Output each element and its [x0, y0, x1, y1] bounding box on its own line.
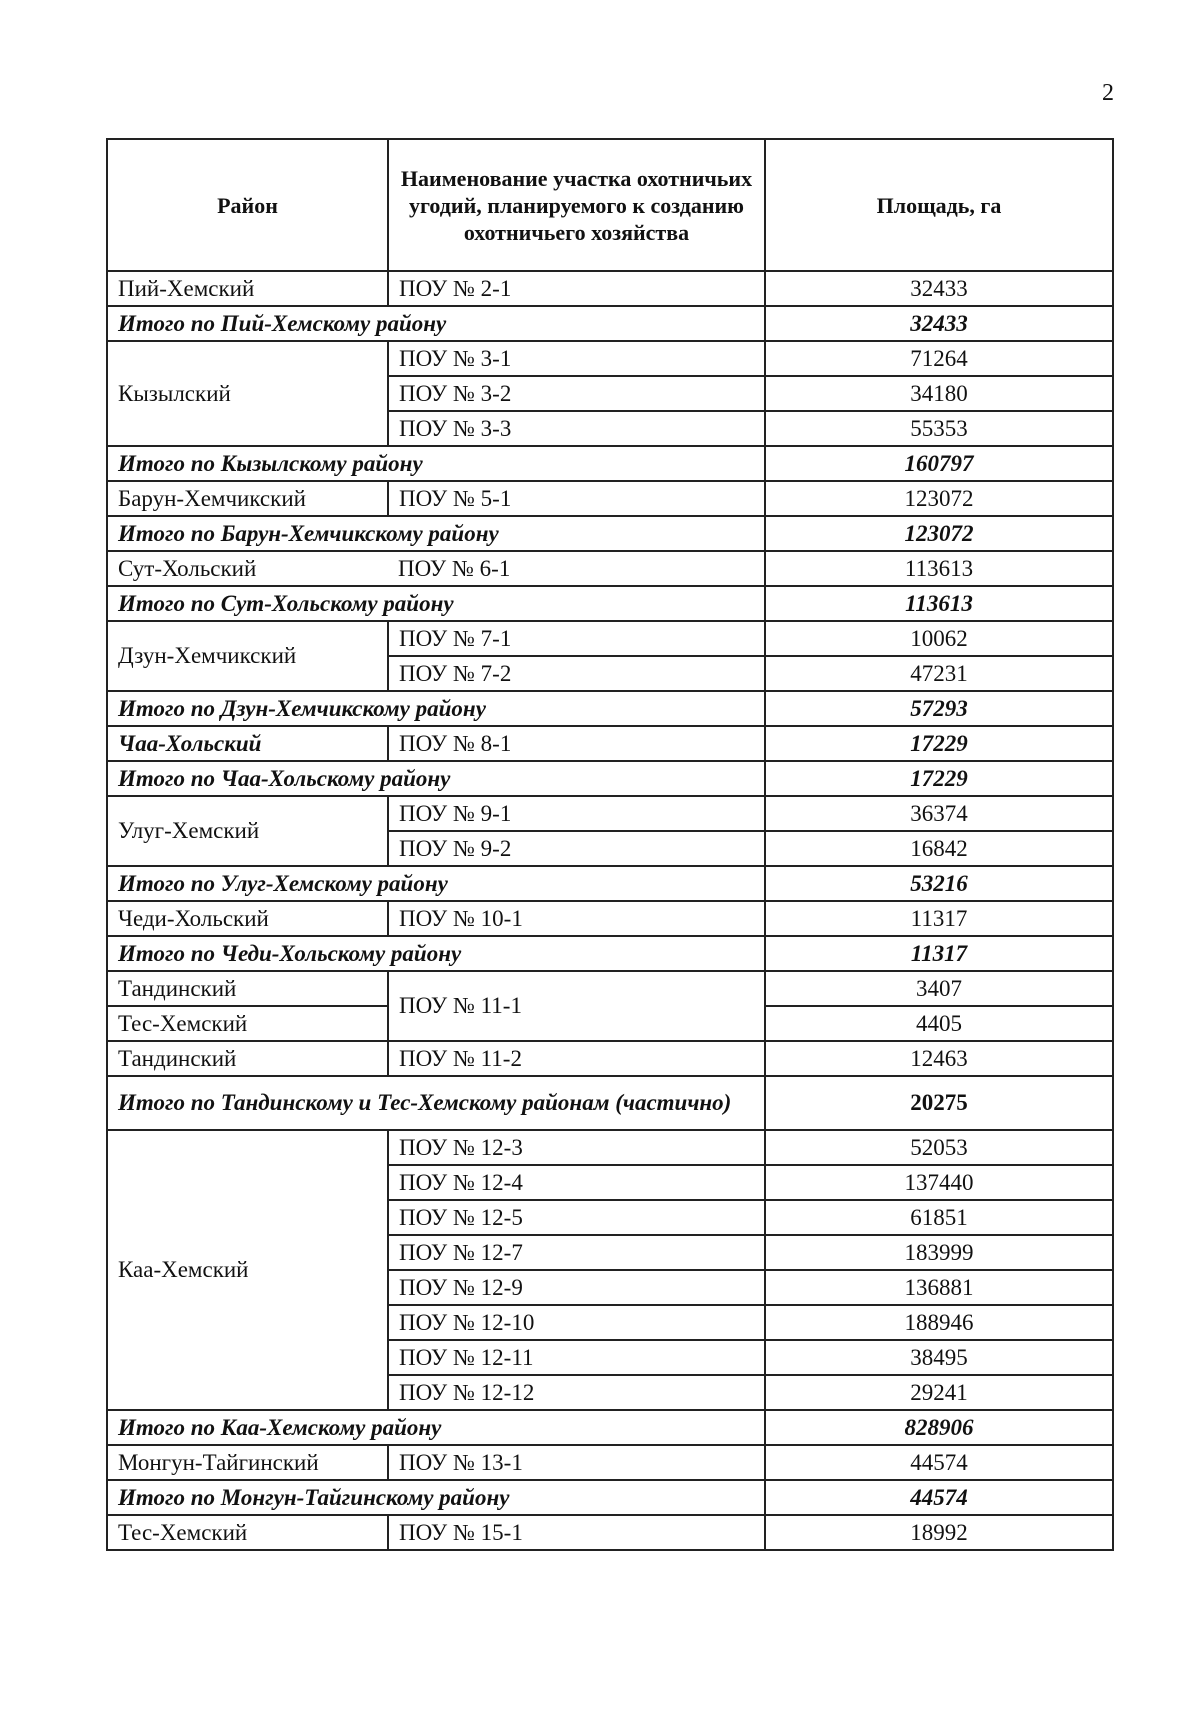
area-cell: 136881 — [765, 1270, 1113, 1305]
district-cell: Монгун-Тайгинский — [107, 1445, 388, 1480]
plot-cell: ПОУ № 13-1 — [388, 1445, 765, 1480]
total-row — [107, 936, 1113, 971]
plot-cell: ПОУ № 12-5 — [388, 1200, 765, 1235]
plot-cell: ПОУ № 15-1 — [388, 1515, 765, 1550]
plot-cell: ПОУ № 3-3 — [388, 411, 765, 446]
plot-cell: ПОУ № 12-3 — [388, 1130, 765, 1165]
table-row — [107, 621, 1113, 656]
total-label: Итого по Монгун-Тайгинскому району — [107, 1480, 765, 1515]
total-row — [107, 306, 1113, 341]
total-row — [107, 446, 1113, 481]
table-row — [107, 1445, 1113, 1480]
area-cell: 44574 — [765, 1445, 1113, 1480]
plot-cell: ПОУ № 12-11 — [388, 1340, 765, 1375]
plot-cell: ПОУ № 7-1 — [388, 621, 765, 656]
plot-cell: ПОУ № 2-1 — [388, 271, 765, 306]
total-area: 32433 — [765, 306, 1113, 341]
plot-cell: ПОУ № 7-2 — [388, 656, 765, 691]
total-label: Итого по Дзун-Хемчикскому району — [107, 691, 765, 726]
area-cell: 10062 — [765, 621, 1113, 656]
district-cell: Улуг-Хемский — [107, 796, 388, 866]
area-cell: 3407 — [765, 971, 1113, 1006]
table-row — [107, 971, 1113, 1006]
plot-cell: ПОУ № 12-9 — [388, 1270, 765, 1305]
area-cell: 29241 — [765, 1375, 1113, 1410]
plot-cell: ПОУ № 9-1 — [388, 796, 765, 831]
table-header-row — [107, 139, 1113, 271]
area-cell: 52053 — [765, 1130, 1113, 1165]
area-cell: 36374 — [765, 796, 1113, 831]
area-cell: 61851 — [765, 1200, 1113, 1235]
district-cell: Чаа-Хольский — [107, 726, 388, 761]
total-area: 57293 — [765, 691, 1113, 726]
area-cell: 113613 — [765, 551, 1113, 586]
total-row — [107, 516, 1113, 551]
total-area: 17229 — [765, 761, 1113, 796]
district-cell: Тес-Хемский — [107, 1515, 388, 1550]
total-label: Итого по Чеди-Хольскому району — [107, 936, 765, 971]
table-row — [107, 481, 1113, 516]
total-label: Итого по Кызылскому району — [107, 446, 765, 481]
plot-cell: ПОУ № 11-2 — [388, 1041, 765, 1076]
total-row — [107, 586, 1113, 621]
area-cell: 17229 — [765, 726, 1113, 761]
area-cell: 55353 — [765, 411, 1113, 446]
total-row — [107, 1480, 1113, 1515]
total-row — [107, 691, 1113, 726]
total-row — [107, 866, 1113, 901]
plot-cell: ПОУ № 12-7 — [388, 1235, 765, 1270]
district-cell: Пий-Хемский — [107, 271, 388, 306]
area-cell: 183999 — [765, 1235, 1113, 1270]
area-cell: 123072 — [765, 481, 1113, 516]
table-row — [107, 1515, 1113, 1550]
total-label: Итого по Улуг-Хемскому району — [107, 866, 765, 901]
header-district: Район — [107, 139, 388, 271]
area-cell: 32433 — [765, 271, 1113, 306]
district-cell: Тандинский — [107, 971, 388, 1006]
total-label: Итого по Барун-Хемчикскому району — [107, 516, 765, 551]
table-row — [107, 271, 1113, 306]
total-label: Итого по Чаа-Хольскому району — [107, 761, 765, 796]
area-cell: 4405 — [765, 1006, 1113, 1041]
hunting-grounds-table — [106, 138, 1114, 1551]
plot-cell: ПОУ № 11-1 — [388, 971, 765, 1041]
area-cell: 38495 — [765, 1340, 1113, 1375]
area-cell: 12463 — [765, 1041, 1113, 1076]
table-row — [107, 796, 1113, 831]
district-cell: Дзун-Хемчикский — [107, 621, 388, 691]
district-cell: Барун-Хемчикский — [107, 481, 388, 516]
area-cell: 16842 — [765, 831, 1113, 866]
total-area: 20275 — [765, 1076, 1113, 1130]
district-cell: Чеди-Хольский — [107, 901, 388, 936]
district-cell: Каа-Хемский — [107, 1130, 388, 1410]
total-label: Итого по Каа-Хемскому району — [107, 1410, 765, 1445]
total-area: 11317 — [765, 936, 1113, 971]
header-plot-name: Наименование участка охотничьих угодий, планируемого к созданию охотничьего хозяйства — [388, 139, 765, 271]
plot-cell: ПОУ № 12-10 — [388, 1305, 765, 1340]
total-label: Итого по Сут-Хольскому району — [107, 586, 765, 621]
area-cell: 188946 — [765, 1305, 1113, 1340]
area-cell: 18992 — [765, 1515, 1113, 1550]
total-area: 123072 — [765, 516, 1113, 551]
plot-cell: ПОУ № 3-2 — [388, 376, 765, 411]
table-row — [107, 726, 1113, 761]
total-row — [107, 761, 1113, 796]
total-area: 53216 — [765, 866, 1113, 901]
plot-cell: ПОУ № 6-1 — [388, 551, 765, 586]
header-area: Площадь, га — [765, 139, 1113, 271]
plot-cell: ПОУ № 5-1 — [388, 481, 765, 516]
area-cell: 11317 — [765, 901, 1113, 936]
table-row — [107, 1130, 1113, 1165]
area-cell: 71264 — [765, 341, 1113, 376]
plot-cell: ПОУ № 8-1 — [388, 726, 765, 761]
plot-cell: ПОУ № 9-2 — [388, 831, 765, 866]
page-number: 2 — [1102, 80, 1114, 106]
plot-cell: ПОУ № 12-4 — [388, 1165, 765, 1200]
area-cell: 34180 — [765, 376, 1113, 411]
table-row — [107, 901, 1113, 936]
total-area: 113613 — [765, 586, 1113, 621]
plot-cell: ПОУ № 12-12 — [388, 1375, 765, 1410]
total-label: Итого по Пий-Хемскому району — [107, 306, 765, 341]
total-row — [107, 1410, 1113, 1445]
area-cell: 47231 — [765, 656, 1113, 691]
total-area: 160797 — [765, 446, 1113, 481]
district-cell: Кызылский — [107, 341, 388, 446]
district-cell: Сут-Хольский — [107, 551, 388, 586]
district-cell: Тандинский — [107, 1041, 388, 1076]
total-row — [107, 1076, 1113, 1130]
table-row — [107, 341, 1113, 376]
plot-cell: ПОУ № 3-1 — [388, 341, 765, 376]
plot-cell: ПОУ № 10-1 — [388, 901, 765, 936]
total-label: Итого по Тандинскому и Тес-Хемскому районам (частично) — [107, 1076, 765, 1130]
district-cell: Тес-Хемский — [107, 1006, 388, 1041]
area-cell: 137440 — [765, 1165, 1113, 1200]
total-area: 44574 — [765, 1480, 1113, 1515]
total-area: 828906 — [765, 1410, 1113, 1445]
table-row — [107, 1041, 1113, 1076]
table-row — [107, 551, 1113, 586]
